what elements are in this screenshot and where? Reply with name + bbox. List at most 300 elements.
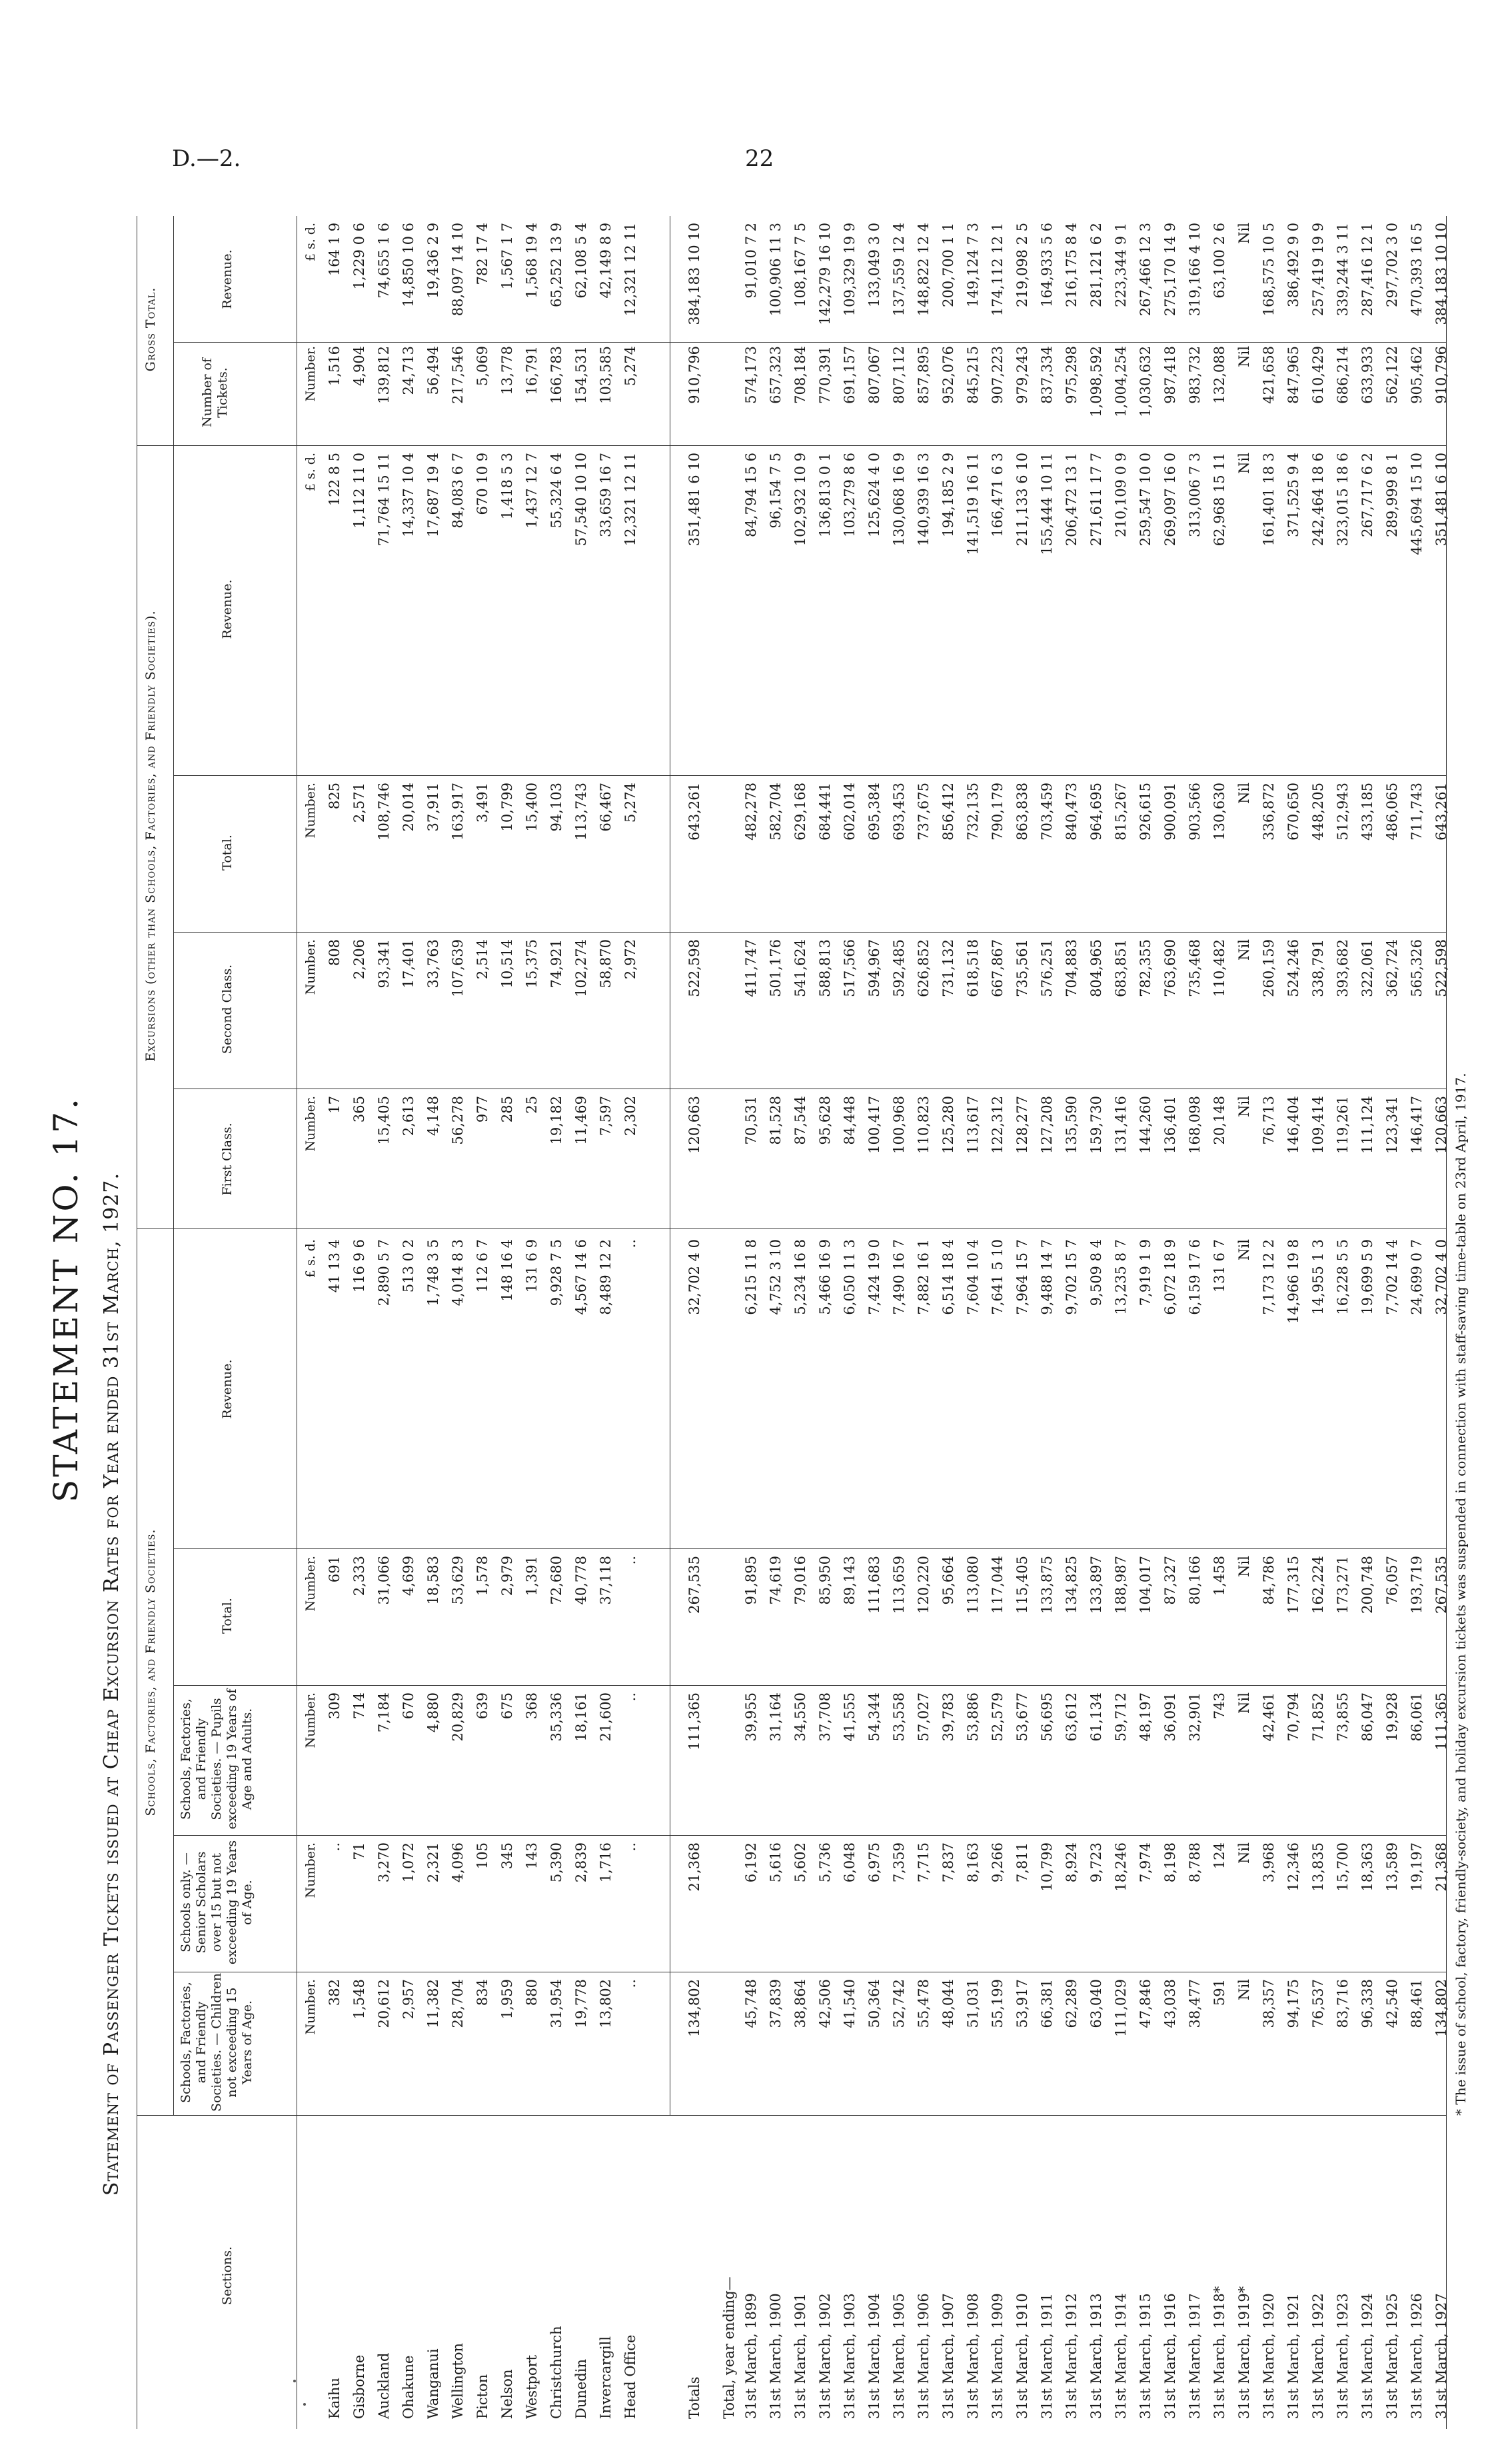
section-name: Picton	[474, 2374, 490, 2419]
page-header-right: 22	[745, 145, 774, 172]
children-value: 134,802	[1433, 1979, 1449, 2037]
senior-value: 18,363	[1359, 1842, 1375, 1892]
schools-total-value: 111,683	[866, 1556, 882, 1614]
gross-revenue-value: 257,419 19 9	[1310, 223, 1326, 317]
excursions-revenue-value: 140,939 16 3	[916, 453, 932, 547]
schools-revenue-value: 9,928 7 5	[548, 1239, 564, 1306]
gross-revenue-value: 384,183 10 10	[1433, 223, 1449, 325]
pupils-value: 20,829	[450, 1692, 466, 1742]
first-class-value: 76,713	[1261, 1096, 1277, 1145]
excursions-total-value: 433,185	[1359, 783, 1375, 841]
senior-value: 18,246	[1113, 1842, 1129, 1892]
gross-revenue-value: 1,567 1 7	[499, 223, 515, 290]
excursions-revenue-value: 1,418 5 3	[499, 453, 515, 520]
section-name: Kaihu	[327, 2378, 343, 2419]
gross-revenue-value: 65,252 13 9	[548, 223, 564, 307]
gross-tickets-value: 139,812	[376, 346, 392, 404]
second-class-value: 524,246	[1285, 939, 1301, 997]
schools-revenue-value: 131 6 7	[1211, 1239, 1227, 1293]
section-name: Ohakune	[400, 2355, 416, 2419]
children-value: 111,029	[1113, 1979, 1129, 2037]
section-name: 31st March, 1920	[1261, 2293, 1277, 2419]
section-name: Nelson	[499, 2369, 515, 2419]
excursions-revenue-value: 103,279 8 6	[842, 453, 858, 537]
pupils-value: 52,579	[990, 1692, 1006, 1742]
schools-revenue-value: 16,228 5 5	[1335, 1239, 1351, 1315]
gross-tickets-value: 807,112	[891, 346, 907, 404]
table-row	[499, 183, 522, 2449]
senior-value: 1,072	[400, 1842, 416, 1883]
pupils-value: 35,336	[548, 1692, 564, 1742]
first-class-value: 70,531	[743, 1096, 759, 1145]
schools-total-value: 76,057	[1384, 1556, 1400, 1605]
schools-total-value: 53,629	[450, 1556, 466, 1605]
excursions-total-value: 703,459	[1039, 783, 1055, 841]
excursions-revenue-value: 259,547 10 0	[1137, 453, 1153, 547]
children-value: 51,031	[965, 1979, 981, 2028]
section-name: 31st March, 1922	[1310, 2293, 1326, 2419]
schools-total-value: 72,680	[548, 1556, 564, 1605]
gross-revenue-value: 384,183 10 10	[686, 223, 702, 325]
pupils-value: 48,197	[1137, 1692, 1153, 1742]
second-class-value: 2,206	[351, 939, 367, 980]
table-row	[792, 183, 816, 2449]
gross-tickets-value: 1,516	[327, 346, 343, 387]
table-row	[743, 183, 766, 2449]
schools-total-value: 133,897	[1088, 1556, 1104, 1614]
gross-revenue-value: 219,098 2 5	[1014, 223, 1030, 307]
second-class-value: 411,747	[743, 939, 759, 997]
gross-revenue-value: 275,170 14 9	[1162, 223, 1178, 317]
gross-tickets-value: 103,585	[598, 346, 614, 404]
senior-value: 5,602	[792, 1842, 808, 1883]
col-header-g-tickets: Number of Tickets.	[200, 358, 230, 427]
section-name: 31st March, 1914	[1113, 2293, 1129, 2419]
gross-revenue-value: 267,466 12 3	[1137, 223, 1153, 317]
gross-revenue-value: Nil	[1236, 223, 1252, 244]
gross-revenue-value: 142,279 16 10	[817, 223, 833, 325]
gross-revenue-value: 339,244 3 11	[1335, 223, 1351, 317]
first-class-value: 113,617	[965, 1096, 981, 1154]
schools-revenue-value: 7,490 16 7	[891, 1239, 907, 1315]
first-class-value: 15,405	[376, 1096, 392, 1145]
first-class-value: 146,417	[1409, 1096, 1425, 1154]
children-value: 41,540	[842, 1979, 858, 2028]
excursions-revenue-value: 371,525 9 4	[1285, 453, 1301, 537]
excursions-revenue-value: 271,611 17 7	[1088, 453, 1104, 547]
children-value: 834	[474, 1979, 490, 2006]
senior-value: ..	[327, 1842, 343, 1852]
second-class-value: 683,851	[1113, 939, 1129, 997]
schools-total-value: 1,391	[524, 1556, 540, 1596]
schools-total-value: 113,659	[891, 1556, 907, 1614]
senior-value: 10,799	[1039, 1842, 1055, 1892]
senior-value: 6,192	[743, 1842, 759, 1883]
section-name: 31st March, 1918*	[1211, 2286, 1227, 2419]
senior-value: 1,716	[598, 1842, 614, 1883]
gross-revenue-value: 108,167 7 5	[792, 223, 808, 307]
second-class-value: 2,514	[474, 939, 490, 980]
section-name: 31st March, 1919*	[1236, 2286, 1252, 2419]
pupils-value: 31,164	[768, 1692, 784, 1742]
first-class-value: 146,404	[1285, 1096, 1301, 1154]
unit-s-total: Number.	[303, 1556, 318, 1612]
schools-total-value: ..	[622, 1556, 638, 1565]
excursions-revenue-value: 55,324 6 4	[548, 453, 564, 529]
excursions-revenue-value: Nil	[1236, 453, 1252, 474]
second-class-value: 626,852	[916, 939, 932, 997]
pupils-value: 37,708	[817, 1692, 833, 1742]
senior-value: 7,811	[1014, 1842, 1030, 1883]
gross-revenue-value: 91,010 7 2	[743, 223, 759, 299]
second-class-value: 15,375	[524, 939, 540, 989]
section-name: 31st March, 1910	[1014, 2293, 1030, 2419]
first-class-value: 119,261	[1335, 1096, 1351, 1154]
schools-total-value: 18,583	[425, 1556, 441, 1605]
schools-revenue-value: 6,072 18 9	[1162, 1239, 1178, 1315]
pupils-value: 368	[524, 1692, 540, 1720]
gross-revenue-value: 782 17 4	[474, 223, 490, 285]
first-class-value: 87,544	[792, 1096, 808, 1145]
second-class-value: 808	[327, 939, 343, 967]
col-header-s-total: Total.	[220, 1598, 235, 1634]
gross-revenue-value: 109,329 19 9	[842, 223, 858, 317]
gross-revenue-value: 470,393 16 5	[1409, 223, 1425, 317]
senior-value: 3,270	[376, 1842, 392, 1883]
senior-value: 345	[499, 1842, 515, 1870]
section-name: 31st March, 1899	[743, 2293, 759, 2419]
children-value: 13,802	[598, 1979, 614, 2028]
second-class-value: 576,251	[1039, 939, 1055, 997]
schools-revenue-value: 7,641 5 10	[990, 1239, 1006, 1315]
excursions-total-value: 2,571	[351, 783, 367, 823]
gross-revenue-value: 319,166 4 10	[1187, 223, 1203, 317]
table-row	[376, 183, 399, 2449]
senior-value: 15,700	[1335, 1842, 1351, 1892]
pupils-value: 4,880	[425, 1692, 441, 1733]
children-value: 50,364	[866, 1979, 882, 2028]
first-class-value: 110,823	[916, 1096, 932, 1154]
section-name: 31st March, 1904	[866, 2293, 882, 2419]
section-name: 31st March, 1913	[1088, 2293, 1104, 2419]
excursions-revenue-value: 136,813 0 1	[817, 453, 833, 537]
excursions-revenue-value: 122 8 5	[327, 453, 343, 507]
schools-revenue-value: 4,567 14 6	[573, 1239, 589, 1315]
excursions-total-value: 336,872	[1261, 783, 1277, 841]
excursions-total-value: 482,278	[743, 783, 759, 841]
schools-total-value: 2,333	[351, 1556, 367, 1596]
children-value: 37,839	[768, 1979, 784, 2028]
senior-value: 7,837	[940, 1842, 956, 1883]
schools-revenue-value: 7,919 1 9	[1137, 1239, 1153, 1306]
section-name: Totals	[686, 2376, 702, 2419]
scan-speck	[303, 2403, 306, 2406]
excursions-total-value: Nil	[1236, 783, 1252, 804]
schools-revenue-value: 41 13 4	[327, 1239, 343, 1293]
unit-senior: Number.	[303, 1842, 318, 1898]
pupils-value: 111,365	[686, 1692, 702, 1750]
schools-total-value: 2,979	[499, 1556, 515, 1596]
pupils-value: 56,695	[1039, 1692, 1055, 1742]
gross-tickets-value: 5,274	[622, 346, 638, 387]
gross-tickets-value: 952,076	[940, 346, 956, 404]
gross-tickets-value: 13,778	[499, 346, 515, 395]
gross-revenue-value: 168,575 10 5	[1261, 223, 1277, 317]
schools-revenue-value: 24,699 0 7	[1409, 1239, 1425, 1315]
pupils-value: 53,677	[1014, 1692, 1030, 1742]
schools-total-value: 74,619	[768, 1556, 784, 1605]
second-class-value: 782,355	[1137, 939, 1153, 997]
second-class-value: 667,867	[990, 939, 1006, 997]
pupils-value: 670	[400, 1692, 416, 1720]
table-row	[1014, 183, 1038, 2449]
table-row	[400, 183, 424, 2449]
gross-revenue-value: 297,702 3 0	[1384, 223, 1400, 307]
pupils-value: 63,612	[1064, 1692, 1080, 1742]
pupils-value: 86,061	[1409, 1692, 1425, 1742]
section-name: 31st March, 1926	[1409, 2293, 1425, 2419]
schools-total-value: 37,118	[598, 1556, 614, 1605]
second-class-value: 517,566	[842, 939, 858, 997]
schools-revenue-value: 19,699 5 9	[1359, 1239, 1375, 1315]
schools-total-value: 173,271	[1335, 1556, 1351, 1614]
gross-tickets-value: 837,334	[1039, 346, 1055, 404]
second-class-value: Nil	[1236, 939, 1252, 961]
col-header-pupils: Schools, Factories, and Friendly Societies. — Pupils exceeding 19 Years of Age and Adults.	[179, 1688, 255, 1830]
gross-revenue-value: 63,100 2 6	[1211, 223, 1227, 299]
senior-value: 12,346	[1285, 1842, 1301, 1892]
unit-g-revenue: £ s. d.	[303, 223, 318, 262]
section-name: 31st March, 1916	[1162, 2293, 1178, 2419]
children-value: 45,748	[743, 1979, 759, 2028]
unit-e-revenue: £ s. d.	[303, 453, 318, 492]
excursions-revenue-value: 445,694 15 10	[1409, 453, 1425, 555]
gross-revenue-value: 14,850 10 6	[400, 223, 416, 307]
second-class-value: 804,965	[1088, 939, 1104, 997]
second-class-value: 107,639	[450, 939, 466, 997]
first-class-value: 977	[474, 1096, 490, 1123]
children-value: 42,506	[817, 1979, 833, 2028]
gross-tickets-value: 633,933	[1359, 346, 1375, 404]
gross-tickets-value: 857,895	[916, 346, 932, 404]
excursions-revenue-value: 242,464 18 6	[1310, 453, 1326, 547]
pupils-value: 21,600	[598, 1692, 614, 1742]
excursions-revenue-value: 206,472 13 1	[1064, 453, 1080, 547]
schools-revenue-value: 4,014 8 3	[450, 1239, 466, 1306]
schools-revenue-value: 7,882 16 1	[916, 1239, 932, 1315]
children-value: 28,704	[450, 1979, 466, 2028]
section-name: Auckland	[376, 2352, 392, 2419]
col-header-sections: Sections.	[220, 2246, 235, 2306]
schools-revenue-value: 14,966 19 8	[1285, 1239, 1301, 1324]
children-value: 96,338	[1359, 1979, 1375, 2028]
excursions-total-value: 693,453	[891, 783, 907, 841]
first-class-value: 168,098	[1187, 1096, 1203, 1154]
pupils-value: 111,365	[1433, 1692, 1449, 1750]
gross-tickets-value: 708,184	[792, 346, 808, 404]
schools-total-value: 4,699	[400, 1556, 416, 1596]
pupils-value: 70,794	[1285, 1692, 1301, 1742]
table-row	[1162, 183, 1185, 2449]
excursions-revenue-value: 210,109 0 9	[1113, 453, 1129, 537]
table-row	[866, 183, 890, 2449]
pupils-value: 73,855	[1335, 1692, 1351, 1742]
gross-revenue-value: 149,124 7 3	[965, 223, 981, 307]
col-header-e-total: Total.	[220, 835, 235, 871]
gross-tickets-value: 691,157	[842, 346, 858, 404]
second-class-value: 110,482	[1211, 939, 1227, 997]
schools-revenue-value: 32,702 4 0	[1433, 1239, 1449, 1315]
excursions-total-value: 670,650	[1285, 783, 1301, 841]
senior-value: 5,616	[768, 1842, 784, 1883]
history-label: Total, year ending—	[721, 2276, 737, 2419]
section-name: Westport	[524, 2354, 540, 2419]
schools-revenue-value: 7,964 15 7	[1014, 1239, 1030, 1315]
second-class-value: 763,690	[1162, 939, 1178, 997]
section-name: 31st March, 1900	[768, 2293, 784, 2419]
schools-total-value: 691	[327, 1556, 343, 1583]
excursions-total-value: 486,065	[1384, 783, 1400, 841]
schools-revenue-value: 7,424 19 0	[866, 1239, 882, 1315]
table-row	[817, 183, 840, 2449]
schools-total-value: 1,458	[1211, 1556, 1227, 1596]
gross-tickets-value: 845,215	[965, 346, 981, 404]
second-class-value: 338,791	[1310, 939, 1326, 997]
first-class-value: Nil	[1236, 1096, 1252, 1117]
children-value: 31,954	[548, 1979, 564, 2028]
children-value: 38,864	[792, 1979, 808, 2028]
second-class-value: 17,401	[400, 939, 416, 989]
second-class-value: 260,159	[1261, 939, 1277, 997]
gross-tickets-value: 562,122	[1384, 346, 1400, 404]
first-class-value: 120,663	[1433, 1096, 1449, 1154]
excursions-revenue-value: 84,083 6 7	[450, 453, 466, 529]
second-class-value: 58,870	[598, 939, 614, 989]
schools-total-value: 120,220	[916, 1556, 932, 1614]
excursions-total-value: 926,615	[1137, 783, 1153, 841]
table-row	[1236, 183, 1259, 2449]
gross-tickets-value: 154,531	[573, 346, 589, 404]
schools-revenue-value: 6,514 18 4	[940, 1239, 956, 1315]
schools-revenue-value: 7,702 14 4	[1384, 1239, 1400, 1315]
first-class-value: 2,613	[400, 1096, 416, 1137]
schools-total-value: 79,016	[792, 1556, 808, 1605]
gross-tickets-value: 905,462	[1409, 346, 1425, 404]
first-class-value: 4,148	[425, 1096, 441, 1137]
gross-tickets-value: 217,546	[450, 346, 466, 404]
second-class-value: 393,682	[1335, 939, 1351, 997]
second-class-value: 10,514	[499, 939, 515, 989]
second-class-value: 565,326	[1409, 939, 1425, 997]
children-value: Nil	[1236, 1979, 1252, 2000]
table-row	[768, 183, 791, 2449]
senior-value: ..	[622, 1842, 638, 1852]
gross-revenue-value: 174,112 12 1	[990, 223, 1006, 317]
first-class-value: 122,312	[990, 1096, 1006, 1154]
gross-revenue-value: 200,700 1 1	[940, 223, 956, 307]
senior-value: 8,788	[1187, 1842, 1203, 1883]
pupils-value: 309	[327, 1692, 343, 1720]
schools-total-value: 188,987	[1113, 1556, 1129, 1614]
section-name: 31st March, 1921	[1285, 2293, 1301, 2419]
section-name: Christchurch	[548, 2326, 564, 2419]
excursions-total-value: 15,400	[524, 783, 540, 832]
senior-value: 8,163	[965, 1842, 981, 1883]
section-name: 31st March, 1923	[1335, 2293, 1351, 2419]
table-row	[1409, 183, 1432, 2449]
second-class-value: 362,724	[1384, 939, 1400, 997]
gross-tickets-value: 166,783	[548, 346, 564, 404]
table-row	[965, 183, 988, 2449]
second-class-value: 735,468	[1187, 939, 1203, 997]
excursions-total-value: 163,917	[450, 783, 466, 841]
pupils-value: 54,344	[866, 1692, 882, 1742]
schools-revenue-value: 112 6 7	[474, 1239, 490, 1293]
senior-value: 21,368	[1433, 1842, 1449, 1892]
first-class-value: 111,124	[1359, 1096, 1375, 1154]
second-class-value: 93,341	[376, 939, 392, 989]
table-row	[1359, 183, 1383, 2449]
unit-g-tickets: Number.	[303, 346, 318, 402]
excursions-revenue-value: 12,321 12 11	[622, 453, 638, 547]
table-row	[450, 183, 473, 2449]
gross-tickets-value: 910,796	[686, 346, 702, 404]
excursions-total-value: 684,441	[817, 783, 833, 841]
excursions-revenue-value: 102,932 10 9	[792, 453, 808, 547]
senior-value: 4,096	[450, 1842, 466, 1883]
pupils-value: Nil	[1236, 1692, 1252, 1714]
excursions-revenue-value: 289,999 8 1	[1384, 453, 1400, 537]
second-class-value: 731,132	[940, 939, 956, 997]
excursions-total-value: 900,091	[1162, 783, 1178, 841]
schools-total-value: 87,327	[1162, 1556, 1178, 1605]
senior-value: 105	[474, 1842, 490, 1870]
first-class-value: 95,628	[817, 1096, 833, 1145]
senior-value: 7,974	[1137, 1842, 1153, 1883]
children-value: ..	[622, 1979, 638, 1988]
excursions-total-value: 130,630	[1211, 783, 1227, 841]
schools-revenue-value: 8,489 12 2	[598, 1239, 614, 1315]
gross-revenue-value: 223,344 9 1	[1113, 223, 1129, 307]
senior-value: 7,715	[916, 1842, 932, 1883]
table-row	[1285, 183, 1309, 2449]
first-class-value: 136,401	[1162, 1096, 1178, 1154]
senior-value: 71	[351, 1842, 367, 1860]
table-row	[1211, 183, 1235, 2449]
schools-revenue-value: 5,234 16 8	[792, 1239, 808, 1315]
table-row	[940, 183, 964, 2449]
children-value: 63,040	[1088, 1979, 1104, 2028]
schools-total-value: Nil	[1236, 1556, 1252, 1577]
excursions-revenue-value: 14,337 10 4	[400, 453, 416, 537]
first-class-value: 84,448	[842, 1096, 858, 1145]
excursions-revenue-value: 96,154 7 5	[768, 453, 784, 529]
first-class-value: 20,148	[1211, 1096, 1227, 1145]
children-value: 19,778	[573, 1979, 589, 2028]
gross-revenue-value: 386,492 9 0	[1285, 223, 1301, 307]
children-value: 591	[1211, 1979, 1227, 2006]
excursions-total-value: 582,704	[768, 783, 784, 841]
gross-tickets-value: 686,214	[1335, 346, 1351, 404]
pupils-value: 19,928	[1384, 1692, 1400, 1742]
table-row	[622, 183, 646, 2449]
gross-revenue-value: 164,933 5 6	[1039, 223, 1055, 307]
first-class-value: 81,528	[768, 1096, 784, 1145]
table-row	[1088, 183, 1112, 2449]
senior-value: 5,390	[548, 1842, 564, 1883]
section-name: 31st March, 1906	[916, 2293, 932, 2419]
excursions-total-value: 3,491	[474, 783, 490, 823]
